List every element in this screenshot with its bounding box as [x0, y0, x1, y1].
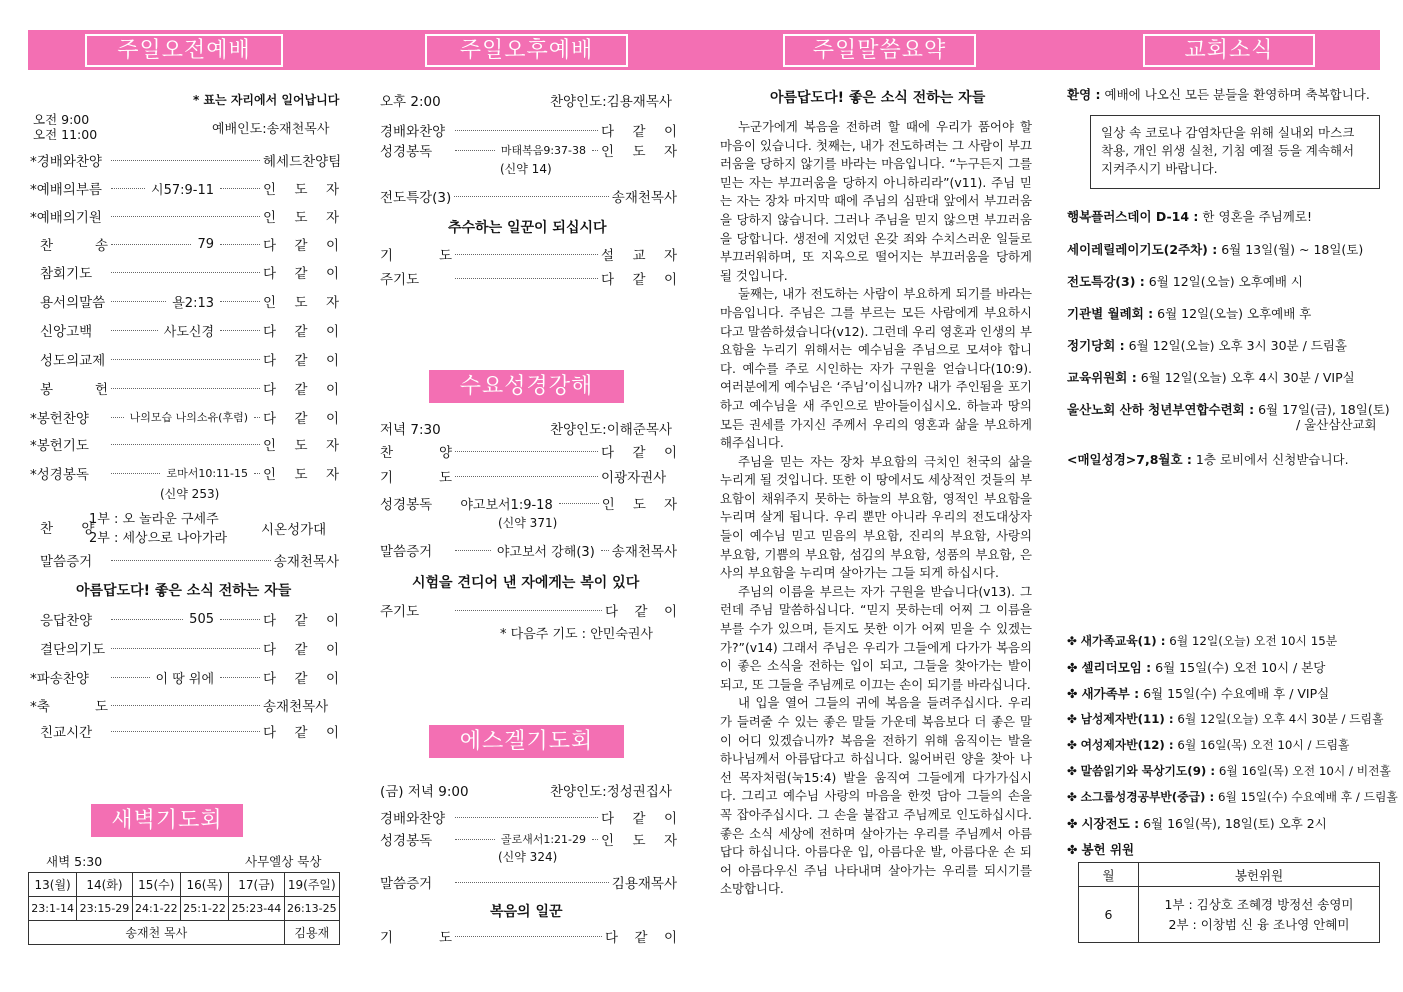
news-item-text: 6월 12일(오늘) 오후예배 후	[1157, 306, 1312, 321]
dotted-leader	[454, 196, 608, 197]
afternoon-item-person: 인 도 자	[601, 144, 677, 160]
group-news-label: 새가족부 :	[1081, 686, 1140, 701]
news-item-label: 교육위원회 :	[1067, 370, 1137, 385]
morning-item-label: 찬 송	[40, 238, 108, 254]
dotted-leader	[254, 417, 260, 418]
morning-item-label: *성경봉독	[30, 467, 89, 483]
morning-item	[40, 638, 339, 658]
dotted-leader	[111, 188, 145, 189]
group-news-text: 6월 15일(수) 수요예배 후 / VIP실	[1143, 686, 1330, 701]
morning-item-detail: 505	[189, 611, 214, 627]
dotted-leader	[220, 677, 260, 678]
ezekiel-sermon-label: 말씀증거	[380, 876, 433, 892]
dawn-day: 15(수)	[132, 873, 180, 897]
offering-committee-table	[1078, 862, 1380, 943]
morning-time-1: 오전 9:00	[33, 112, 90, 127]
dawn-passages-row	[29, 897, 340, 921]
news-item-text: 한 영혼을 주님께로!	[1202, 209, 1312, 224]
wednesday-header: 수요성경강해	[429, 370, 624, 403]
ezekiel-item-label: 경배와찬양	[380, 811, 446, 827]
header-afternoon-worship: 주일오후예배	[425, 34, 628, 67]
morning-item-person: 다 같 이	[263, 671, 339, 687]
ezekiel-prayer-header: 에스겔기도회	[429, 725, 624, 758]
wednesday-lords-prayer-row	[380, 600, 677, 620]
morning-sermon-title: 아름답도다! 좋은 소식 전하는 자들	[76, 583, 292, 599]
afternoon-time: 오후 2:00	[380, 94, 441, 110]
wednesday-leader: 찬양인도:이해준목사	[550, 422, 672, 438]
group-news-text: 6월 12일(오늘) 오전 10시 15분	[1169, 634, 1338, 648]
clover-bullet-icon: ✤	[1067, 816, 1082, 831]
group-news-label: 말씀읽기와 묵상기도(9) :	[1080, 764, 1216, 778]
wednesday-lords-prayer-label: 주기도	[380, 604, 420, 620]
anthem-label: 찬 양	[40, 521, 107, 537]
morning-item	[30, 463, 339, 483]
dotted-leader	[592, 150, 598, 151]
morning-item-person: 다 같 이	[263, 238, 339, 254]
summary-paragraph: 주님의 이름을 부르는 자가 구원을 받습니다(v13). 그런데 주님 말씀하십니다. “믿지 못하는데 어찌 그 이름을 부를 수가 있으며, 듣지도 못한 이가 어찌 믿을 수 있겠는가?”(v14) 그래서 주님은 우리가 그들에게 다가가 복음의 이 좋은 소식을 전하는 입이 되고, 그들을 찾아가는 발이 되고, 또 그들을 주님께로 이끄는 손이 되기를 바라십니다.	[720, 583, 1032, 692]
morning-item-label: 친교시간	[40, 725, 93, 741]
morning-item-person: 인 도 자	[263, 182, 339, 198]
dotted-leader	[111, 444, 260, 445]
wednesday-item-label: 찬 양	[380, 445, 452, 461]
morning-item-label: 봉 헌	[40, 382, 108, 398]
news-item-text: 6월 12일(오늘) 오후예배 시	[1148, 274, 1303, 289]
welcome-label: 환영 :	[1067, 87, 1101, 102]
news-item	[1067, 272, 1382, 290]
morning-item-person: 다 같 이	[263, 324, 339, 340]
morning-item-detail: 사도신경	[163, 324, 214, 340]
group-news-item	[1067, 736, 1382, 753]
covid-notice-box: 일상 속 코로나 감염차단을 위해 실내외 마스크 착용, 개인 위생 실천, 기침 예절 등을 계속해서 지켜주시기 바랍니다.	[1090, 115, 1380, 189]
morning-item-person: 인 도 자	[263, 210, 339, 226]
dotted-leader	[455, 451, 598, 452]
wednesday-item	[380, 493, 677, 513]
morning-item-label: *파송찬양	[30, 671, 89, 687]
dotted-leader	[220, 330, 260, 331]
ezekiel-leader: 찬양인도:정성권집사	[550, 784, 672, 800]
summary-body	[720, 118, 1032, 899]
dotted-leader	[455, 839, 495, 840]
dotted-leader	[111, 359, 260, 360]
anthem-second-service: 2부 : 세상으로 나아가라	[89, 531, 228, 546]
afternoon-item-label: 성경봉독	[380, 144, 433, 160]
group-news-text: 6월 12일(오늘) 오후 4시 30분 / 드림홀	[1177, 712, 1384, 726]
news-item-label: 전도특강(3) :	[1067, 274, 1145, 289]
dawn-day: 14(화)	[77, 873, 132, 897]
ezekiel-item-person: 인 도 자	[601, 833, 677, 849]
morning-sermon-row	[40, 550, 339, 570]
morning-item	[40, 609, 339, 629]
morning-item-label: 응답찬양	[40, 613, 93, 629]
morning-item	[40, 320, 339, 340]
wednesday-item-label: 기 도	[380, 470, 452, 486]
bible-notice-text: 1층 로비에서 신청받습니다.	[1195, 452, 1349, 467]
dotted-leader	[601, 550, 609, 551]
morning-item-label: *봉헌찬양	[30, 411, 89, 427]
offering-first-service: 1부 : 김상호 조혜경 방정선 송영미	[1164, 896, 1354, 912]
wednesday-item-person: 인 도 자	[601, 497, 677, 513]
welcome-line	[1067, 85, 1382, 103]
dawn-passage: 25:23-44	[229, 897, 284, 921]
morning-item-label: 신앙고백	[40, 324, 93, 340]
dotted-leader	[111, 330, 158, 331]
wednesday-item-label: 성경봉독	[380, 497, 433, 513]
group-news-item	[1067, 658, 1382, 676]
morning-item	[40, 234, 339, 254]
ezekiel-item	[380, 807, 677, 827]
afternoon-item-label: 경배와찬양	[380, 124, 446, 140]
dawn-day: 19(주일)	[284, 873, 339, 897]
clover-bullet-icon: ✤	[1067, 738, 1081, 752]
dotted-leader	[559, 503, 599, 504]
dawn-day: 17(금)	[229, 873, 284, 897]
morning-item-person: 헤세드찬양팀	[263, 154, 342, 170]
morning-item	[30, 667, 339, 687]
afternoon-special-row	[380, 186, 677, 206]
ezekiel-prayer-label: 기 도	[380, 930, 452, 946]
afternoon-item	[380, 268, 677, 288]
summary-paragraph: 둘째는, 내가 전도하는 사람이 부요하게 되기를 바라는 마음입니다. 주님은 그를 부르는 모든 사람에게 부요하시다고 말씀하셨습니다(v12). 그런데 우리 영혼과 인생의 부요함을 누리기 위해서는 예수님을 주님으로 모셔야 합니다. 예수를 주로 시인하는 자가 구원을 얻습니다(10:9). 여러분에게 예수님은 ‘주님’이십니까? 내가 주인됨을 포기하고 예수님을 새 주인으로 받아들이십시오. 하늘과 땅의 모든 권세를 가지신 주께서 우리의 영혼과 삶을 부요하게 해주십니다.	[720, 286, 1032, 451]
wednesday-sermon-preacher: 송재천목사	[611, 544, 677, 560]
group-news-text: 6월 15일(수) 오전 10시 / 본당	[1155, 660, 1326, 675]
news-item-label: 울산노회 산하 청년부연합수련회 :	[1067, 402, 1255, 417]
wednesday-item-detail: 야고보서1:9-18	[460, 497, 553, 513]
clover-bullet-icon: ✤	[1067, 660, 1082, 675]
morning-item-label: *축 도	[30, 699, 108, 715]
morning-item	[30, 407, 339, 427]
dotted-leader	[111, 677, 150, 678]
offering-month: 6	[1079, 887, 1139, 943]
news-item	[1067, 304, 1382, 322]
summary-title: 아름답도다! 좋은 소식 전하는 자들	[770, 90, 986, 106]
afternoon-item	[380, 120, 677, 140]
afternoon-item-person: 다 같 이	[601, 124, 677, 140]
dotted-leader	[455, 476, 598, 477]
morning-item	[30, 434, 339, 454]
dotted-leader	[455, 936, 602, 937]
dotted-leader	[111, 731, 260, 732]
wednesday-reading-ref: (신약 371)	[498, 516, 558, 530]
dawn-day: 16(목)	[180, 873, 228, 897]
clover-bullet-icon: ✤	[1067, 634, 1081, 648]
group-news-label: 여성제자반(12) :	[1080, 738, 1174, 752]
morning-time-2: 오전 11:00	[33, 127, 98, 142]
morning-item	[40, 291, 339, 311]
morning-item-label: *봉헌기도	[30, 438, 89, 454]
morning-item-person: 다 같 이	[263, 613, 339, 629]
news-item-label: 세이레릴레이기도(2주차) :	[1067, 242, 1218, 257]
afternoon-item	[380, 140, 677, 160]
offering-members	[1139, 887, 1380, 943]
anthem-first-service: 1부 : 오 놀라운 구세주	[89, 512, 219, 527]
dawn-prayer-header: 새벽기도회	[91, 804, 243, 837]
dotted-leader	[220, 619, 260, 620]
dawn-day: 13(월)	[29, 873, 77, 897]
dotted-leader	[111, 705, 260, 706]
wednesday-item	[380, 466, 677, 486]
dawn-passage: 26:13-25	[284, 897, 339, 921]
offering-header-row	[1079, 863, 1380, 887]
clover-bullet-icon: ✤	[1067, 686, 1082, 701]
group-news-item	[1067, 788, 1398, 805]
afternoon-item-person: 설 교 자	[601, 248, 677, 264]
morning-item-label: 결단의기도	[40, 642, 106, 658]
wednesday-sermon-label: 말씀증거	[380, 544, 433, 560]
news-item-label: 기관별 월례회 :	[1067, 306, 1154, 321]
morning-item-person: 인 도 자	[263, 438, 339, 454]
dotted-leader	[455, 817, 598, 818]
dawn-leader-2: 김용재	[284, 921, 339, 945]
dotted-leader	[111, 648, 260, 649]
group-news-item	[1067, 814, 1382, 832]
news-item	[1067, 240, 1382, 258]
ezekiel-item	[380, 829, 677, 849]
morning-item	[40, 378, 339, 398]
dawn-passage: 23:1-14	[29, 897, 77, 921]
group-news-label: 봉헌 위원	[1081, 842, 1135, 857]
dawn-days-row	[29, 873, 340, 897]
news-item-text: 6월 12일(오늘) 오후 3시 30분 / 드림홀	[1128, 338, 1347, 353]
group-news-label: 셀리더모임 :	[1081, 660, 1152, 675]
morning-item-label: 용서의말씀	[40, 295, 106, 311]
clover-bullet-icon: ✤	[1067, 790, 1081, 804]
ezekiel-item-person: 다 같 이	[601, 811, 677, 827]
dotted-leader	[220, 244, 260, 245]
ezekiel-sermon-row	[380, 872, 677, 892]
afternoon-item	[380, 244, 677, 264]
news-item-label: 행복플러스데이 D-14 :	[1067, 209, 1199, 224]
morning-item-person: 다 같 이	[263, 725, 339, 741]
ezekiel-time: (금) 저녁 9:00	[380, 784, 469, 800]
morning-leader: 예배인도:송재천목사	[212, 122, 330, 137]
morning-item-person: 다 같 이	[263, 353, 339, 369]
news-item-text: 6월 12일(오늘) 오후 4시 30분 / VIP실	[1140, 370, 1355, 385]
morning-item-detail: 나의모습 나의소유(후렴)	[129, 411, 248, 424]
dawn-book: 사무엘상 묵상	[245, 854, 322, 869]
clover-bullet-icon: ✤	[1067, 842, 1082, 857]
offering-members-header: 봉헌위원	[1139, 863, 1380, 887]
dotted-leader	[111, 417, 124, 418]
dawn-passage: 25:1-22	[180, 897, 228, 921]
afternoon-reading-ref: (신약 14)	[500, 162, 552, 176]
news-item-text: 6월 17일(금), 18일(토)	[1258, 402, 1390, 417]
clover-bullet-icon: ✤	[1067, 712, 1081, 726]
group-news-item	[1067, 710, 1382, 727]
ezekiel-prayer-row	[380, 926, 677, 946]
dotted-leader	[111, 244, 191, 245]
morning-item-label: *예배의부름	[30, 182, 102, 198]
morning-item	[30, 206, 339, 226]
dotted-leader	[111, 388, 260, 389]
anthem-choir: 시온성가대	[261, 522, 327, 538]
morning-item-person: 다 같 이	[263, 411, 339, 427]
afternoon-leader: 찬양인도:김용재목사	[550, 94, 672, 110]
group-news-label: 남성제자반(11) :	[1080, 712, 1174, 726]
dotted-leader	[455, 150, 495, 151]
clover-bullet-icon: ✤	[1067, 764, 1081, 778]
dawn-leaders-row	[29, 921, 340, 945]
morning-item-detail: 욜2:13	[172, 295, 214, 311]
standing-note: * 표는 자리에서 일어납니다	[193, 93, 340, 107]
morning-item	[40, 349, 339, 369]
header-morning-worship: 주일오전예배	[85, 34, 283, 67]
dotted-leader	[455, 550, 491, 551]
group-news-label: 소그룹성경공부반(중급) :	[1080, 790, 1215, 804]
bible-notice	[1067, 450, 1382, 468]
dotted-leader	[111, 272, 260, 273]
morning-item-person: 다 같 이	[263, 266, 339, 282]
dotted-leader	[592, 839, 598, 840]
news-item	[1067, 368, 1382, 386]
wednesday-item	[380, 441, 677, 461]
ezekiel-reading-ref: (신약 324)	[498, 850, 558, 864]
afternoon-item-label: 주기도	[380, 272, 420, 288]
dotted-leader	[111, 560, 271, 561]
morning-item-person: 다 같 이	[263, 642, 339, 658]
summary-paragraph: 주님을 믿는 자는 장차 부요함의 극치인 천국의 삶을 누리게 될 것입니다. 또한 이 땅에서도 세상적인 것들의 부요함이 채워주지 못하는 하늘의 부요함, 영적인 부요함을 누리며 살게 됩니다. 우리 뿐만 아니라 우리의 전도대상자들이 예수님 믿고 믿음의 부요함, 진리의 부요함, 사랑의 부요함, 기쁨의 부요함, 섬김의 부요함, 성품의 부요함, 은사의 부요함을 누리며 살아가는 그들 되게 하십시다.	[720, 453, 1032, 581]
next-week-prayer: * 다음주 기도 : 안민숙권사	[500, 627, 653, 642]
group-news-label: 새가족교육(1) :	[1080, 634, 1166, 648]
ezekiel-item-label: 성경봉독	[380, 833, 433, 849]
morning-sermon-preacher: 송재천목사	[273, 554, 339, 570]
summary-paragraph: 누군가에게 복음을 전하려 할 때에 우리가 품어야 할 마음이 있습니다. 첫째는, 내가 전도하려는 그 사람이 부끄러움을 당하지 않기를 바라는 마음입니다. “누구든지 그를 믿는 자는 부끄러움을 당하지 아니하리라”(v11). 주님 믿는 자는 장차 마지막 때에 주님의 심판대 앞에서 부끄러움을 당하지 않습니다. 그러나 주님을 믿지 않으면 부끄러움을 당합니다. 생전에 지었던 온갖 죄와 수치스러운 일들로 부끄러워하며, 또 지옥으로 떨어지는 부끄러움을 당하게 될 것입니다.	[720, 119, 1032, 283]
morning-item-detail: 로마서10:11-15	[166, 467, 248, 480]
dotted-leader	[455, 610, 602, 611]
news-item	[1067, 207, 1382, 225]
morning-item-label: *경배와찬양	[30, 154, 102, 170]
wednesday-lords-prayer-right: 다 같 이	[605, 604, 677, 620]
dotted-leader	[220, 188, 260, 189]
offering-second-service: 2부 : 이창범 신 융 조나영 안혜미	[1168, 916, 1350, 932]
dawn-passage: 23:15-29	[77, 897, 132, 921]
news-item	[1067, 336, 1382, 354]
afternoon-item-label: 기 도	[380, 248, 452, 264]
dotted-leader	[111, 301, 166, 302]
morning-item	[40, 262, 339, 282]
afternoon-special-speaker: 송재천목사	[611, 190, 677, 206]
offering-month-header: 월	[1079, 863, 1139, 887]
group-news-label: 시장전도 :	[1081, 816, 1140, 831]
dotted-leader	[254, 473, 260, 474]
morning-item	[30, 695, 339, 715]
summary-paragraph: 내 입을 열어 그들의 귀에 복음을 들려주십시다. 우리가 들려줄 수 있는 좋은 말들 가운데 복음보다 더 좋은 말이 어디 있겠습니까? 복음을 전하기 위해 움직이는 발을 하나님께서 아름답다고 하십니다. 잃어버린 양을 찾아 나선 목자처럼(눅15:4) 발을 움직여 그들에게 다가가십시다. 그리고 예수님 사랑의 마음을 한껏 담아 그들의 손을 꼭 잡아주십시다. 그 손을 붙잡고 주님께로 인도하십시다. 좋은 소식 세상에 전하며 살아가는 우리를 주님께서 아름답다 하십니다. 아름다운 입, 아름다운 발, 아름다운 손 되어 아름다우신 주님 나타내며 살아가는 우리를 되시기를 소망합니다.	[720, 695, 1032, 897]
dotted-leader	[111, 619, 183, 620]
morning-item-label: *예배의기원	[30, 210, 102, 226]
dawn-leader-1: 송재천 목사	[29, 921, 285, 945]
wednesday-sermon-row	[380, 540, 677, 560]
dotted-leader	[111, 160, 260, 161]
ezekiel-sermon-title: 복음의 일꾼	[490, 904, 563, 920]
header-church-news: 교회소식	[1143, 34, 1315, 67]
header-sermon-summary: 주일말씀요약	[783, 34, 976, 67]
morning-item-person: 인 도 자	[263, 467, 339, 483]
ezekiel-prayer-right: 다 같 이	[605, 930, 677, 946]
morning-item	[40, 721, 339, 741]
dotted-leader	[455, 278, 598, 279]
morning-item-label: 성도의교제	[40, 353, 106, 369]
welcome-text: 예배에 나오신 모든 분들을 환영하며 축복합니다.	[1104, 87, 1370, 102]
morning-item	[30, 178, 339, 198]
wednesday-item-person: 다 같 이	[601, 445, 677, 461]
wednesday-sermon-title: 시험을 견디어 낸 자에게는 복이 있다	[412, 575, 640, 591]
morning-item	[30, 150, 342, 170]
dotted-leader	[455, 130, 598, 131]
wednesday-sermon-series: 야고보서 강해(3)	[496, 544, 595, 560]
dotted-leader	[220, 301, 260, 302]
news-item-text: 6월 13일(월) ~ 18일(토)	[1221, 242, 1364, 257]
dawn-time: 새벽 5:30	[46, 854, 103, 869]
dawn-passage: 24:1-22	[132, 897, 180, 921]
news-item-label: 정기당회 :	[1067, 338, 1125, 353]
dawn-schedule-table	[28, 872, 340, 945]
group-news-text: 6월 16일(목) 오전 10시 / 비전홀	[1218, 764, 1391, 778]
offering-row	[1079, 887, 1380, 943]
afternoon-item-detail: 마태복음9:37-38	[500, 144, 586, 157]
afternoon-special-label: 전도특강(3)	[380, 190, 452, 206]
bible-notice-label: <매일성경>7,8월호 :	[1067, 452, 1192, 467]
dotted-leader	[111, 473, 160, 474]
morning-item-person: 다 같 이	[263, 382, 339, 398]
morning-item-person: 인 도 자	[263, 295, 339, 311]
wednesday-item-person: 이광자권사	[601, 470, 667, 486]
group-news-text: 6월 16일(목) 오전 10시 / 드림홀	[1177, 738, 1350, 752]
afternoon-item-person: 다 같 이	[601, 272, 677, 288]
morning-item-detail: 시57:9-11	[151, 182, 214, 198]
group-news-text: 6월 16일(목), 18일(토) 오후 2시	[1143, 816, 1327, 831]
dotted-leader	[455, 254, 598, 255]
morning-item-detail: 79	[197, 236, 214, 252]
morning-item-person: 송재천목사	[263, 699, 329, 715]
ezekiel-sermon-preacher: 김용재목사	[611, 876, 677, 892]
dotted-leader	[111, 216, 260, 217]
group-news-item	[1067, 762, 1391, 779]
afternoon-sermon-title: 추수하는 일꾼이 되십시다	[448, 220, 607, 236]
retreat-location: / 울산삼산교회	[1296, 417, 1377, 432]
ezekiel-item-detail: 골로새서1:21-29	[500, 833, 586, 846]
dotted-leader	[455, 882, 609, 883]
wednesday-time: 저녁 7:30	[380, 422, 441, 438]
morning-item-label: 참회기도	[40, 266, 93, 282]
group-news-text: 6월 15일(수) 수요예배 후 / 드림홀	[1217, 790, 1398, 804]
morning-reading-ref: (신약 253)	[160, 487, 220, 501]
morning-sermon-label: 말씀증거	[40, 554, 93, 570]
morning-item-detail: 이 땅 위에	[155, 671, 214, 687]
group-news-item	[1067, 684, 1382, 702]
group-news-item	[1067, 840, 1382, 858]
group-news-item	[1067, 632, 1382, 649]
